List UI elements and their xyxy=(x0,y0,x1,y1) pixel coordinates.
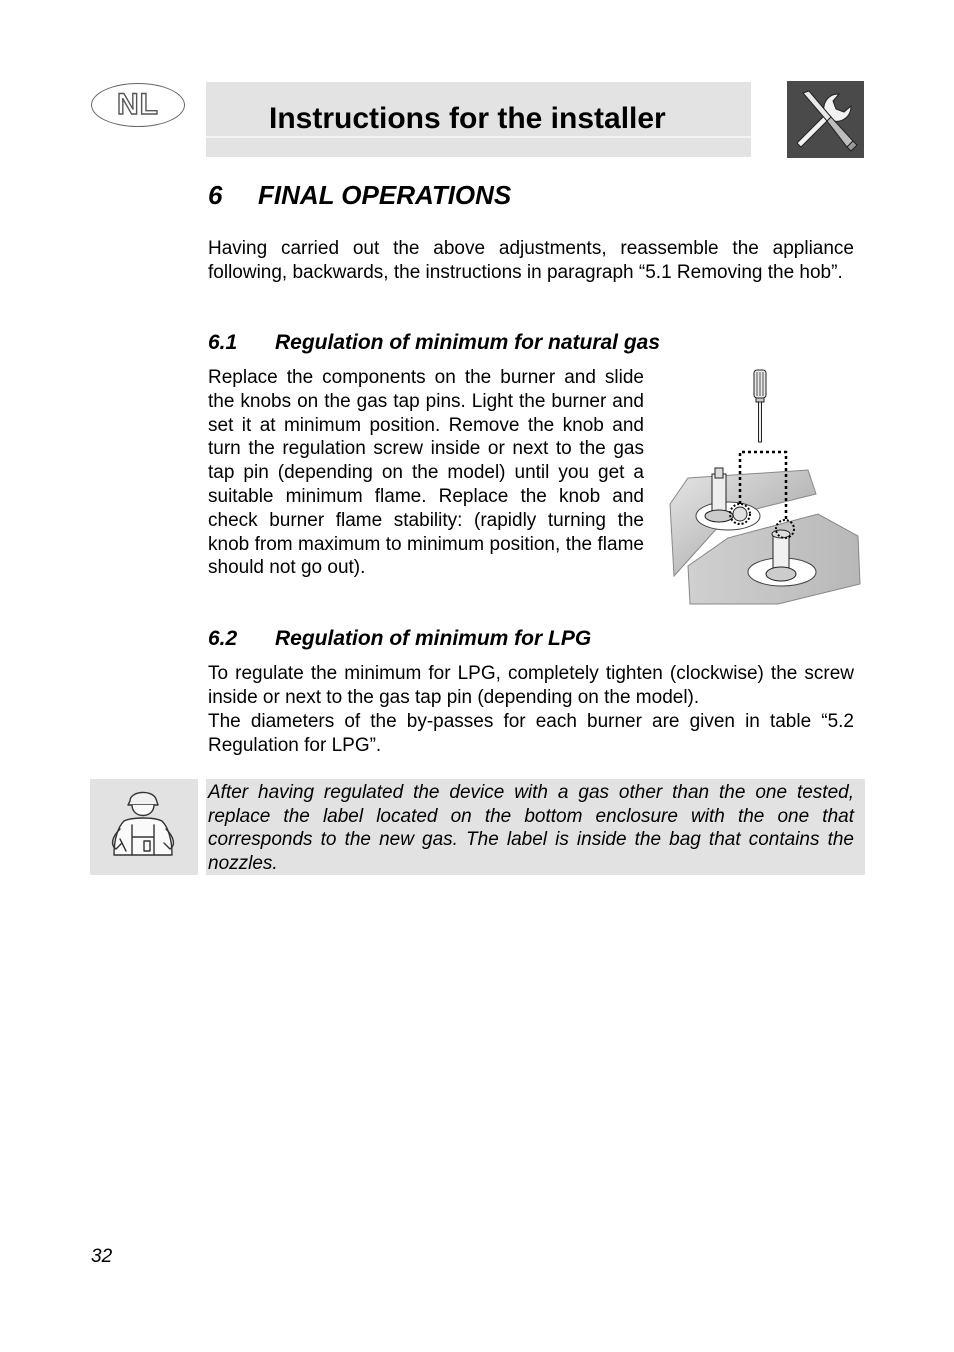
screwdriver-wrench-icon xyxy=(787,81,864,158)
note-text: After having regulated the device with a gas other than the one tested, replace the label located on the bottom enclosure with the one that corresponds to the new gas. The label is inside the bag that contains the nozzles. xyxy=(208,782,854,874)
subsection-2-body-1: To regulate the minimum for LPG, completely tighten (clockwise) the screw inside or next to the gas tap pin (depending on the model). xyxy=(208,663,854,708)
page-number: 32 xyxy=(91,1246,113,1267)
section-intro: Having carried out the above adjustments, reassemble the appliance following, backwards, the instructions in paragraph “5.1 Removing the hob”. xyxy=(208,238,854,283)
technician-icon xyxy=(90,779,198,875)
subsection-title: Regulation of minimum for LPG xyxy=(275,627,592,650)
subsection-heading-6-2 xyxy=(208,627,591,651)
section-heading xyxy=(208,180,511,211)
section-title: FINAL OPERATIONS xyxy=(258,180,512,210)
subsection-heading-6-1 xyxy=(208,331,660,355)
subsection-number: 6.1 xyxy=(208,331,238,354)
page-title: Instructions for the installer xyxy=(269,102,666,135)
subsection-title: Regulation of minimum for natural gas xyxy=(275,331,661,354)
note-box xyxy=(206,779,865,875)
language-badge: NL xyxy=(91,83,185,127)
subsection-number: 6.2 xyxy=(208,627,238,650)
header-bar xyxy=(206,82,751,157)
section-number: 6 xyxy=(208,180,223,210)
burner-regulation-screwdriver-illustration xyxy=(668,366,862,606)
subsection-1-body: Replace the components on the burner and slide the knobs on the gas tap pins. Light the burner and set it at minimum position. Remove the knob and turn the regulation screw inside or next to the gas tap pin (depending on the model) until you get a suitable minimum flame. Replace the knob and check burner flame stability: (rapidly turning the knob from maximum to minimum position, the flame should not go out). xyxy=(208,367,644,579)
subsection-2-body-2: The diameters of the by-passes for each burner are given in table “5.2 Regulation for LPG”. xyxy=(208,711,854,756)
